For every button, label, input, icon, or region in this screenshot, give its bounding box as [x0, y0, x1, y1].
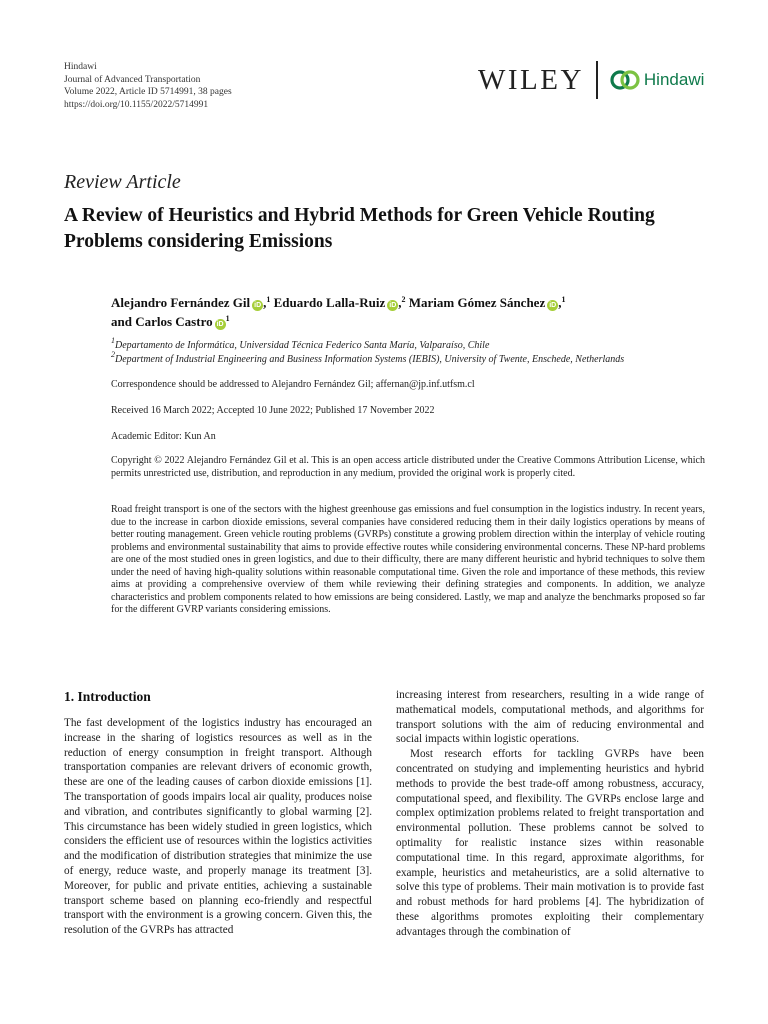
orcid-icon[interactable]: iD	[254, 302, 262, 309]
body-column-right	[396, 688, 704, 940]
journal-name: Journal of Advanced Transportation	[64, 74, 201, 85]
academic-editor: Academic Editor: Kun An	[111, 431, 216, 442]
author-name[interactable]: Eduardo Lalla-Ruiz	[273, 295, 386, 310]
article-type: Review Article	[64, 171, 181, 193]
author-name[interactable]: Mariam Gómez Sánchez	[408, 295, 546, 310]
orcid-icon[interactable]: iD	[549, 302, 557, 309]
author-joiner: and	[111, 314, 132, 329]
section-heading: 1. Introduction	[64, 689, 151, 704]
body-paragraph: increasing interest from researchers, resulting in a wide range of mathematical models, computational methods, and algorithms for transport solutions with the aim of reducing environmental and social impacts within logistic operations.	[396, 689, 704, 746]
author-name[interactable]: Carlos Castro	[135, 314, 213, 329]
publisher-name: Hindawi	[64, 62, 97, 72]
affiliation-text: Department of Industrial Engineering and Business Information Systems (IEBIS), University of Twente, Enschede, Netherlands	[115, 353, 625, 365]
affiliations	[111, 336, 711, 366]
body-paragraph: The fast development of the logistics industry has encouraged an increase in the sharing of logistics resources as well as in the reduction of energy consumption in freight transport. Although transportation companies are relevant drivers of economic growth, these are one of the leading causes of carbon dioxide emissions [1]. The transportation of goods impairs local air quality, produces noise and vibration, and contributes significantly to global warming [2]. This circumstance has been widely studied in green logistics, which considers the efficient use of resources within the logistics activities and the modification of distribution strategies that minimize the use of energy, reduce waste, and properly manage its treatment [3]. Moreover, for public and private entities, achieving a sustainable transport scheme based on planning eco-friendly and respectful transport with the environment is a growing concern. Given this, the resolution of the GVRPs has attracted	[64, 717, 372, 937]
publisher-logos	[478, 54, 712, 106]
orcid-icon[interactable]: iD	[216, 321, 224, 328]
volume-info: Volume 2022, Article ID 5714991, 38 pages	[64, 87, 232, 97]
body-paragraph: Most research efforts for tackling GVRPs have been concentrated on studying and implementing heuristics and hybrid methods to provide the best trade-off among robustness, accuracy, computational speed, and flexibility. The GVRPs enclose large and complex optimization problems related to freight transportation and environmental pollution. These problems cannot be solved to optimality for realistic instance sizes within reasonable computational time. In this regard, approximate algorithms, for example, heuristics and metaheuristics, are a solid alternative to solve this type of problems. Their main motivation is to provide fast and robust methods for hard problems [4]. The hybridization of these algorithms promotes exploiting their complementary advantages through the combination of	[396, 748, 704, 938]
article-title: A Review of Heuristics and Hybrid Methods for Green Vehicle Routing Problems considering Emissions	[64, 205, 655, 252]
hindawi-logo: Hindawi	[643, 70, 705, 89]
body-column-left	[64, 716, 372, 938]
abstract: Road freight transport is one of the sectors with the highest greenhouse gas emissions and fuel consumption in the logistics industry. In recent years, due to the increase in carbon dioxide emissions, several companies have considered reducing them in their daily logistics operations by means of better routing management. Green vehicle routing problems (GVRPs) constitute a growing problem direction within the interplay of vehicle routing problems and environmental sustainability that aims to provide effective routes while considering environmental concerns. These NP-hard problems are one of the most studied ones in green logistics, and due to their difficulty, there are many different heuristic and hybrid techniques to solve them under the need of having high-quality solutions within reasonable computational time. Given the role and importance of these methods, this review aims at providing a comprehensive overview of them while reviewing their defining strategies and components. In addition, we analyze characteristics and problem components related to how emissions are being considered. Lastly, we map and analyze the benchmarks proposed so far for the different GVRP variants considering emissions.	[111, 504, 705, 615]
publication-dates: Received 16 March 2022; Accepted 10 June 2022; Published 17 November 2022	[111, 405, 435, 416]
affiliation-1	[111, 336, 711, 353]
copyright-notice: Copyright © 2022 Alejandro Fernández Gil et al. This is an open access article distributed under the Creative Commons Attribution License, which permits unrestricted use, distribution, and reproduction in any medium, provided the original work is properly cited.	[111, 455, 705, 479]
author-affiliation-mark: 1	[225, 314, 230, 323]
author-affiliation-mark: 1	[561, 295, 566, 304]
affiliation-2	[111, 349, 711, 367]
orcid-icon[interactable]: iD	[389, 302, 397, 309]
author-list: Alejandro Fernández Gil iD ,$^1$ Eduardo Lalla-Ruiz iD ,$^2$ Mariam Gómez Sánchez iD ,$^1$ and Carlos Castro $iD^1$	[111, 295, 566, 329]
author-affiliation-mark: 1	[266, 295, 271, 304]
affiliation-number: 1	[111, 336, 115, 345]
affiliation-text: Departamento de Informática, Universidad Técnica Federico Santa María, Valparaíso, Chile	[115, 340, 490, 351]
doi-link[interactable]: https://doi.org/10.1155/2022/5714991	[64, 99, 209, 110]
logo-divider	[596, 61, 598, 99]
correspondence: Correspondence should be addressed to Alejandro Fernández Gil; affernan@jp.inf.utfsm.cl	[111, 379, 475, 390]
hindawi-logo-icon	[610, 69, 640, 91]
affiliation-number: 2	[111, 349, 115, 359]
author-affiliation-mark: 2	[401, 295, 406, 304]
wiley-logo: WILEY	[478, 63, 584, 96]
journal-meta	[64, 61, 232, 111]
author-name[interactable]: Alejandro Fernández Gil	[111, 295, 251, 310]
